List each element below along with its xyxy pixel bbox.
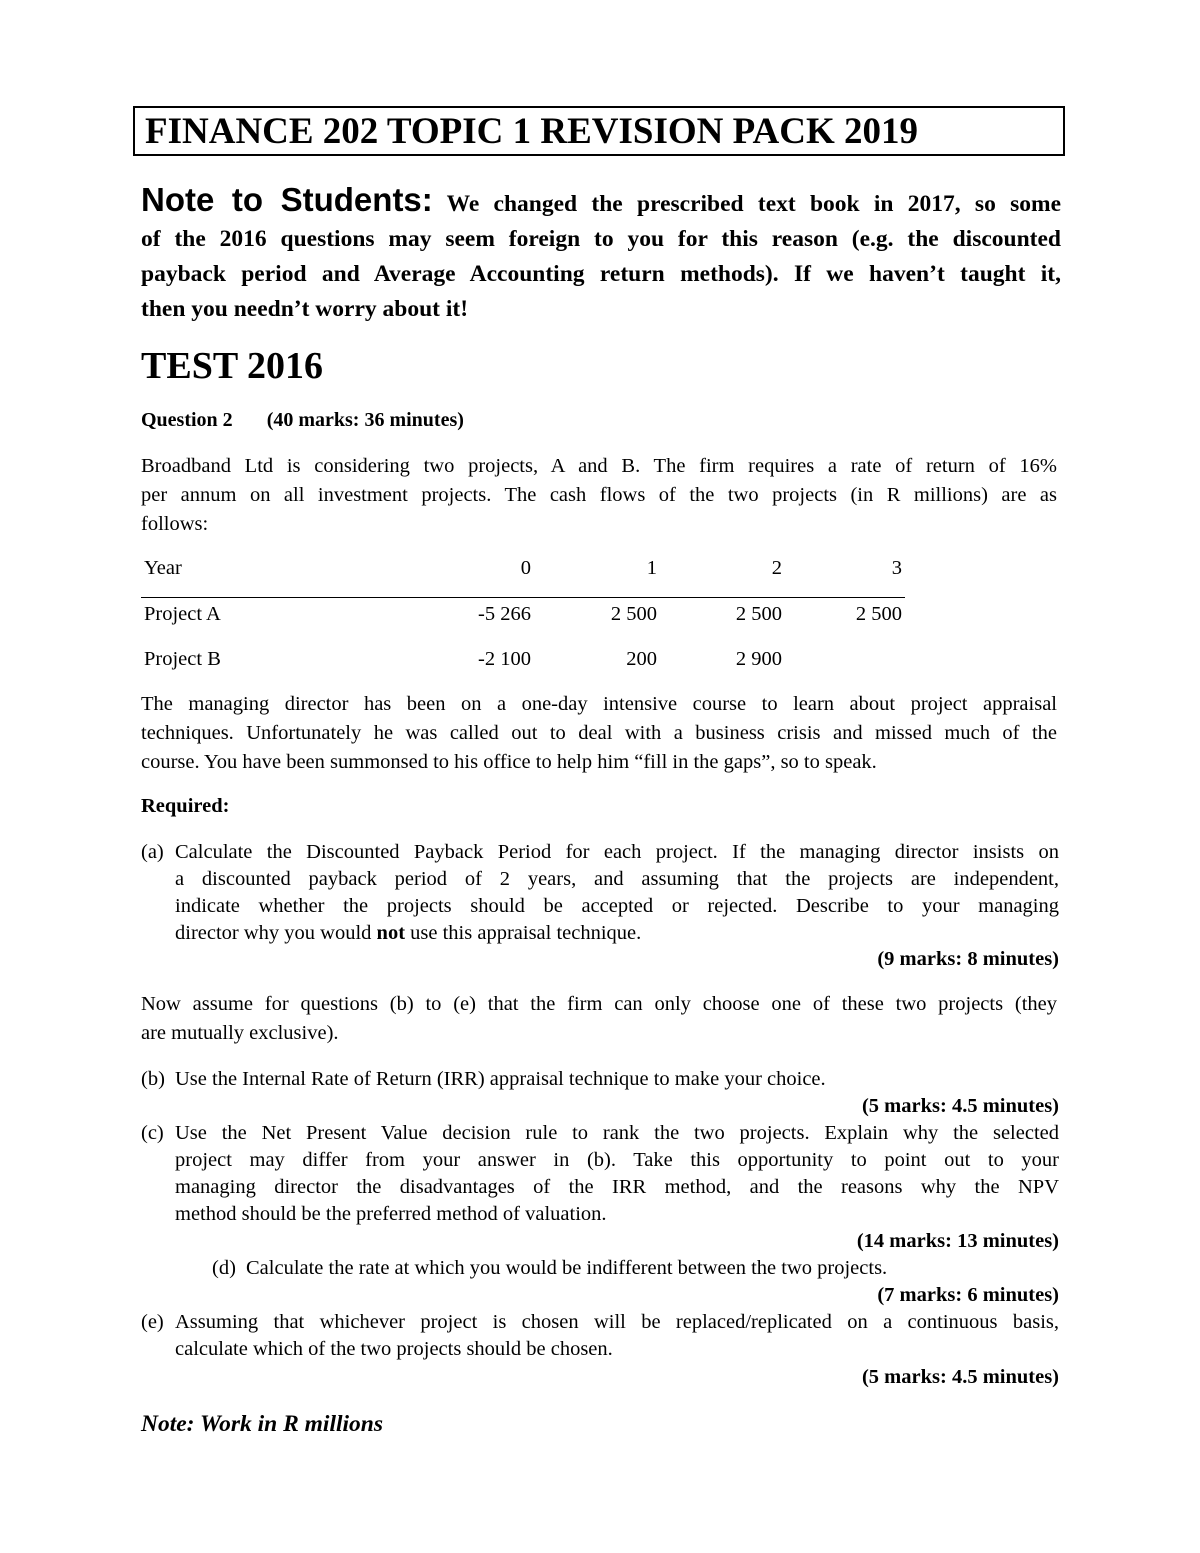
paragraph-line: techniques. Unfortunately he was called out to deal with a business crisis and missed much of the — [141, 722, 1057, 744]
note-label: Note to Students: — [141, 181, 433, 218]
item-body — [175, 1066, 1059, 1093]
item-marker: (c) — [141, 1122, 164, 1144]
question-label: Question 2 — [141, 409, 233, 431]
emphasis-text: not — [376, 922, 406, 944]
item-line — [175, 920, 1059, 947]
item-line: Use the Net Present Value decision rule to rank the two projects. Explain why the selected — [175, 1122, 1059, 1144]
table-cell: 2 500 — [610, 603, 657, 625]
note-to-students — [141, 182, 1061, 327]
paragraph-line: are mutually exclusive). — [141, 1022, 339, 1044]
table-row — [141, 643, 905, 675]
item-body — [246, 1255, 1130, 1282]
item-line: Calculate the Discounted Payback Period for each project. If the managing director insists on — [175, 841, 1059, 863]
page-title: FINANCE 202 TOPIC 1 REVISION PACK 2019 — [133, 106, 1065, 156]
mutual-exclusive-paragraph — [141, 990, 1057, 1048]
table-cell: 2 500 — [855, 603, 902, 625]
question-marks: (40 marks: 36 minutes) — [266, 409, 464, 431]
part-a-marks: (9 marks: 8 minutes) — [877, 948, 1059, 970]
scenario-paragraph — [141, 690, 1057, 777]
table-cell: -5 266 — [478, 603, 531, 625]
table-row — [141, 598, 905, 630]
paragraph-line: The managing director has been on a one-day intensive course to learn about project appraisal — [141, 693, 1057, 715]
item-marker: (e) — [141, 1311, 164, 1333]
table-header-cell: 2 — [771, 557, 782, 579]
table-cell: 200 — [626, 648, 657, 670]
item-line: calculate which of the two projects should be chosen. — [175, 1338, 613, 1360]
item-body — [175, 1120, 1059, 1228]
item-line: managing director the disadvantages of the IRR method, and the reasons why the NPV — [175, 1176, 1059, 1198]
item-line: Assuming that whichever project is chosen will be replaced/replicated on a continuous basis, — [175, 1311, 1059, 1333]
part-b-marks: (5 marks: 4.5 minutes) — [861, 1095, 1059, 1117]
paragraph-line: Now assume for questions (b) to (e) that the firm can only choose one of these two projects (they — [141, 993, 1057, 1015]
part-c-marks: (14 marks: 13 minutes) — [856, 1230, 1059, 1252]
item-text: use this appraisal technique. — [405, 922, 642, 944]
part-d-marks: (7 marks: 6 minutes) — [877, 1284, 1059, 1306]
item-line: project may differ from your answer in (b). Take this opportunity to point out to your — [175, 1149, 1059, 1171]
table-cell: -2 100 — [478, 648, 531, 670]
item-marker: (d) — [212, 1257, 236, 1279]
intro-paragraph — [141, 452, 1057, 539]
item-line: a discounted payback period of 2 years, and assuming that the projects are independent, — [175, 868, 1059, 890]
paragraph-line: per annum on all investment projects. The cash flows of the two projects (in R millions) are as — [141, 484, 1057, 506]
note-text-line: We changed the prescribed text book in 2017, so some — [446, 191, 1061, 217]
question-heading — [141, 406, 464, 434]
table-header-cell: 0 — [520, 557, 531, 579]
table-cell: Project A — [144, 603, 221, 625]
required-heading: Required: — [141, 795, 230, 817]
item-line: Calculate the rate at which you would be indifferent between the two projects. — [246, 1257, 888, 1279]
note-text-line: payback period and Average Accounting return methods). If we haven’t taught it, — [141, 261, 1061, 287]
table-header-cell: 1 — [646, 557, 657, 579]
paragraph-line: follows: — [141, 513, 209, 535]
paragraph-line: course. You have been summonsed to his office to help him “fill in the gaps”, so to speak. — [141, 751, 877, 773]
item-line: indicate whether the projects should be accepted or rejected. Describe to your managing — [175, 895, 1059, 917]
table-cell: 2 900 — [735, 648, 782, 670]
footer-note: Note: Work in R millions — [141, 1411, 384, 1437]
item-line: Use the Internal Rate of Return (IRR) appraisal technique to make your choice. — [175, 1068, 826, 1090]
paragraph-line: Broadband Ltd is considering two projects, A and B. The firm requires a rate of return of 16% — [141, 455, 1057, 477]
item-marker: (a) — [141, 841, 164, 863]
table-header-row — [141, 552, 905, 584]
item-body — [175, 1309, 1059, 1363]
table-header-cell: Year — [144, 557, 182, 579]
table-header-cell: 3 — [891, 557, 902, 579]
part-e-marks: (5 marks: 4.5 minutes) — [861, 1366, 1059, 1388]
note-first-line — [141, 182, 1061, 222]
note-text-line: then you needn’t worry about it! — [141, 296, 469, 322]
item-body — [175, 839, 1059, 947]
note-text-line: of the 2016 questions may seem foreign to you for this reason (e.g. the discounted — [141, 226, 1061, 252]
test-heading: TEST 2016 — [141, 345, 323, 387]
item-text: director why you would — [175, 922, 377, 944]
item-marker: (b) — [141, 1068, 165, 1090]
table-cell: 2 500 — [735, 603, 782, 625]
item-line: method should be the preferred method of valuation. — [175, 1203, 607, 1225]
table-cell: Project B — [144, 648, 221, 670]
